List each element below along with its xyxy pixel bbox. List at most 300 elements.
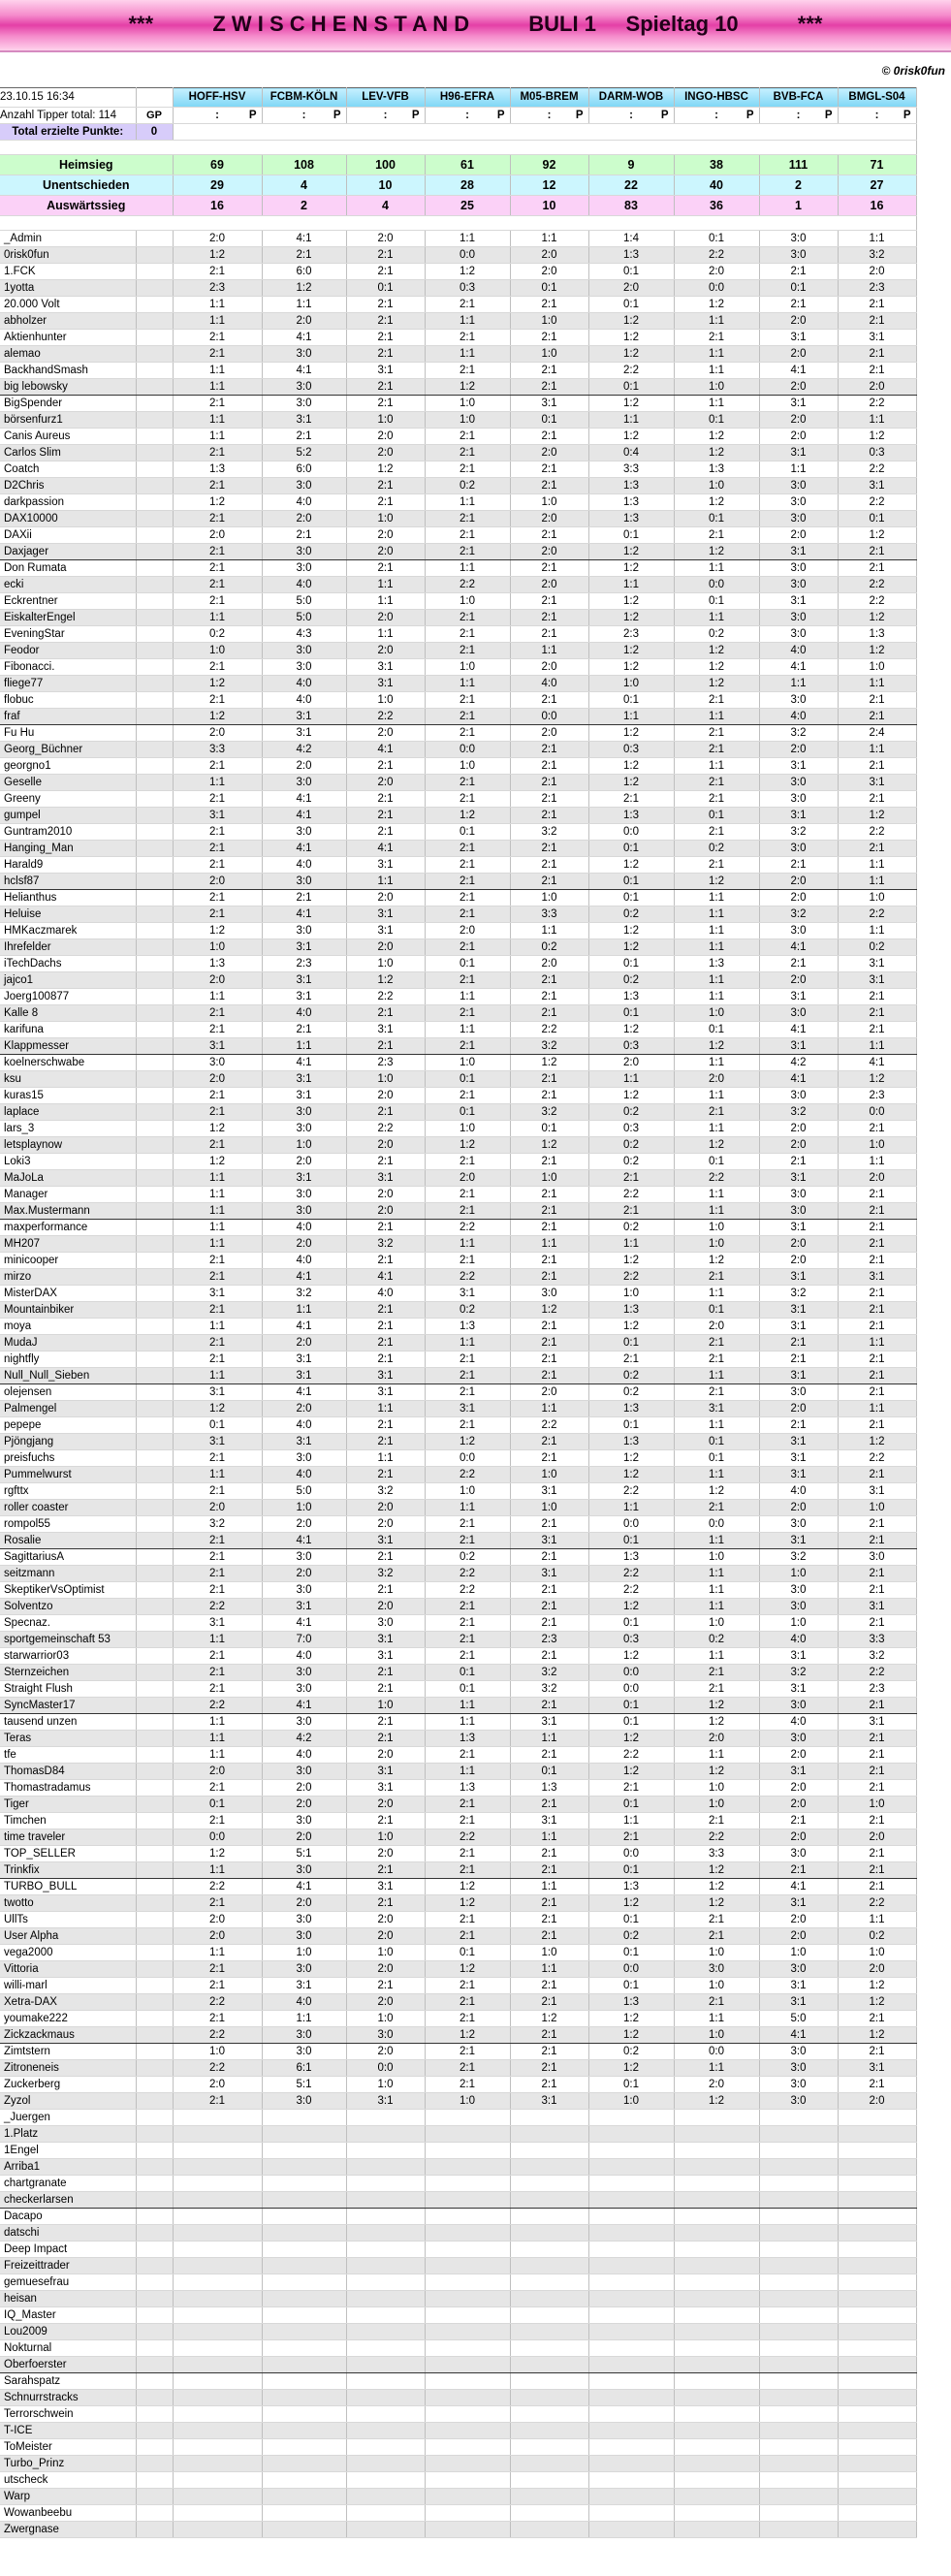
tipper-name: Xetra-DAX <box>0 1994 136 2011</box>
tip-cell: 2:1 <box>346 1665 425 1681</box>
tip-cell: 3:2 <box>838 247 916 264</box>
tip-cell: 2:0 <box>173 725 262 742</box>
score-header-cell <box>425 108 510 124</box>
points-label: P <box>411 110 420 121</box>
tip-cell: 4:1 <box>759 363 838 379</box>
tip-cell: 0:0 <box>674 577 759 593</box>
tip-cell <box>674 2274 759 2291</box>
tip-cell: 2:1 <box>674 725 759 742</box>
tipper-gp <box>136 560 173 577</box>
tip-cell: 7:0 <box>262 1632 346 1648</box>
tipper-gp <box>136 1582 173 1599</box>
tip-cell: 1:1 <box>510 1401 588 1417</box>
tip-cell: 2:1 <box>346 396 425 412</box>
tip-cell: 2:1 <box>510 1615 588 1632</box>
tip-cell: 2:1 <box>173 264 262 280</box>
tipper-gp <box>136 1253 173 1269</box>
tip-cell: 2:1 <box>838 1368 916 1384</box>
tip-cell <box>425 2126 510 2143</box>
tip-cell: 1:1 <box>674 923 759 939</box>
tip-cell: 2:1 <box>173 346 262 363</box>
tip-cell: 0:3 <box>588 1121 674 1137</box>
tip-cell: 3:0 <box>759 2077 838 2093</box>
tip-cell: 1:1 <box>510 923 588 939</box>
tip-cell <box>425 2340 510 2357</box>
tip-cell: 2:1 <box>346 1978 425 1994</box>
tip-cell: 2:1 <box>510 1187 588 1203</box>
tip-cell <box>510 2242 588 2258</box>
tip-cell: 1:3 <box>588 478 674 494</box>
tip-cell <box>173 2307 262 2324</box>
tip-cell <box>759 2472 838 2489</box>
tipper-gp <box>136 280 173 297</box>
tip-cell: 2:1 <box>173 1137 262 1154</box>
tipper-row <box>0 2011 916 2027</box>
tip-cell: 2:1 <box>838 1698 916 1714</box>
tipper-row <box>0 527 916 544</box>
tip-cell: 1:2 <box>588 330 674 346</box>
tip-cell: 1:2 <box>588 593 674 610</box>
tipper-name: _Admin <box>0 231 136 247</box>
tip-cell: 3:1 <box>510 1714 588 1731</box>
tip-cell: 4:0 <box>262 1648 346 1665</box>
tip-cell: 3:0 <box>759 923 838 939</box>
tip-cell: 0:1 <box>588 1533 674 1549</box>
tipper-row <box>0 429 916 445</box>
stat-value: 12 <box>510 175 588 196</box>
tip-cell <box>425 2439 510 2456</box>
tipper-row <box>0 494 916 511</box>
tip-cell <box>425 2307 510 2324</box>
tip-cell: 3:0 <box>262 1764 346 1780</box>
tip-cell: 2:1 <box>173 1088 262 1104</box>
tip-cell <box>838 2143 916 2159</box>
tipper-row <box>0 2093 916 2110</box>
tip-cell: 0:1 <box>588 841 674 857</box>
tipper-name: Kalle 8 <box>0 1005 136 1022</box>
tip-cell <box>588 2307 674 2324</box>
tipper-row <box>0 511 916 527</box>
tip-cell: 2:1 <box>838 1533 916 1549</box>
tip-cell: 5:1 <box>262 1846 346 1862</box>
tip-cell: 0:3 <box>588 1038 674 1055</box>
tip-cell: 1:1 <box>425 1698 510 1714</box>
tip-cell <box>262 2423 346 2439</box>
tip-cell: 0:1 <box>425 1945 510 1961</box>
tip-cell: 2:1 <box>759 956 838 972</box>
tipper-row <box>0 923 916 939</box>
tip-cell: 2:1 <box>838 1566 916 1582</box>
tip-cell: 3:1 <box>759 1533 838 1549</box>
tip-cell: 2:1 <box>510 527 588 544</box>
tip-cell: 3:0 <box>262 923 346 939</box>
tip-cell <box>346 2456 425 2472</box>
tipper-name: lars_3 <box>0 1121 136 1137</box>
tipper-row <box>0 2489 916 2505</box>
tip-cell: 2:1 <box>173 890 262 906</box>
tip-cell: 0:1 <box>674 1302 759 1319</box>
tipper-row <box>0 758 916 775</box>
tip-cell <box>262 2192 346 2209</box>
tip-cell: 3:3 <box>510 906 588 923</box>
tipper-row <box>0 544 916 560</box>
tip-cell: 2:1 <box>262 527 346 544</box>
tip-cell: 0:0 <box>425 742 510 758</box>
tipper-name: willi-marl <box>0 1978 136 1994</box>
tipper-name: UllTs <box>0 1912 136 1928</box>
tip-cell <box>262 2456 346 2472</box>
tipper-name: SyncMaster17 <box>0 1698 136 1714</box>
tip-cell: 2:1 <box>674 1912 759 1928</box>
tip-cell: 4:1 <box>262 1055 346 1071</box>
tip-cell: 2:1 <box>346 297 425 313</box>
tipper-gp <box>136 2373 173 2390</box>
tip-cell: 1:1 <box>346 1401 425 1417</box>
tip-cell: 2:2 <box>173 2027 262 2044</box>
tipper-row <box>0 1022 916 1038</box>
tip-cell: 1:2 <box>838 429 916 445</box>
tipper-row <box>0 1384 916 1401</box>
tip-cell: 0:0 <box>425 247 510 264</box>
tip-cell: 2:0 <box>346 1797 425 1813</box>
tip-cell: 2:1 <box>346 313 425 330</box>
tip-cell: 1:2 <box>674 445 759 461</box>
tip-cell <box>262 2143 346 2159</box>
points-label: P <box>333 110 341 121</box>
tipper-name: Vittoria <box>0 1961 136 1978</box>
tip-cell <box>588 2505 674 2522</box>
tip-cell: 2:0 <box>173 1764 262 1780</box>
tipper-name: Nokturnal <box>0 2340 136 2357</box>
tip-cell: 2:0 <box>759 1236 838 1253</box>
tip-cell: 1:1 <box>510 643 588 659</box>
tip-cell: 0:1 <box>588 527 674 544</box>
tip-cell: 2:1 <box>173 1648 262 1665</box>
tip-cell: 2:0 <box>759 874 838 890</box>
tip-cell: 2:1 <box>425 841 510 857</box>
tip-cell: 3:0 <box>759 692 838 709</box>
tip-cell: 2:1 <box>346 478 425 494</box>
tip-cell: 0:1 <box>674 1022 759 1038</box>
tip-cell <box>588 2159 674 2176</box>
tip-cell: 2:1 <box>173 593 262 610</box>
tip-cell: 0:1 <box>425 1681 510 1698</box>
tip-cell: 2:1 <box>173 577 262 593</box>
tip-cell <box>674 2357 759 2373</box>
tipper-gp <box>136 1203 173 1220</box>
tipper-row <box>0 874 916 890</box>
tip-cell: 4:1 <box>262 1533 346 1549</box>
tip-cell: 4:1 <box>262 1879 346 1895</box>
tip-cell: 4:1 <box>262 841 346 857</box>
tip-cell: 3:0 <box>262 1121 346 1137</box>
tip-cell: 1:0 <box>510 1170 588 1187</box>
tip-cell: 4:0 <box>262 692 346 709</box>
tip-cell: 1:0 <box>674 1945 759 1961</box>
tip-cell: 2:1 <box>173 478 262 494</box>
tip-cell: 2:1 <box>838 1236 916 1253</box>
tipper-name: Zitroneneis <box>0 2060 136 2077</box>
tip-cell <box>759 2390 838 2406</box>
tipper-name: Joerg100877 <box>0 989 136 1005</box>
tipper-name: preisfuchs <box>0 1450 136 1467</box>
tip-cell: 1:2 <box>346 972 425 989</box>
tipper-name: Don Rumata <box>0 560 136 577</box>
tip-cell: 2:1 <box>838 560 916 577</box>
tip-cell: 1:1 <box>173 297 262 313</box>
tip-cell: 1:2 <box>425 1961 510 1978</box>
tipper-gp <box>136 363 173 379</box>
tip-cell <box>759 2110 838 2126</box>
tip-cell: 0:0 <box>173 1829 262 1846</box>
tip-cell: 1:2 <box>510 2011 588 2027</box>
tip-cell: 0:0 <box>588 824 674 841</box>
tipper-name: hclsf87 <box>0 874 136 890</box>
tip-cell <box>674 2242 759 2258</box>
tip-cell: 1:2 <box>173 247 262 264</box>
stat-row <box>0 196 916 216</box>
tip-cell: 3:3 <box>173 742 262 758</box>
tipper-gp <box>136 2192 173 2209</box>
tip-cell: 3:0 <box>759 1698 838 1714</box>
tip-cell: 2:1 <box>346 1319 425 1335</box>
tipper-row <box>0 692 916 709</box>
tip-cell: 2:1 <box>510 989 588 1005</box>
tip-cell <box>262 2340 346 2357</box>
tip-cell: 1:1 <box>425 231 510 247</box>
tip-cell: 1:2 <box>588 1599 674 1615</box>
tipper-name: Fibonacci. <box>0 659 136 676</box>
tipper-gp <box>136 874 173 890</box>
tip-cell: 2:1 <box>346 1467 425 1483</box>
tip-cell: 2:2 <box>425 1220 510 1236</box>
tip-cell: 3:0 <box>346 2027 425 2044</box>
tip-cell: 1:2 <box>674 494 759 511</box>
tip-cell: 2:1 <box>838 313 916 330</box>
tip-cell: 2:1 <box>425 1599 510 1615</box>
tip-cell: 1:1 <box>838 857 916 874</box>
tip-cell: 1:1 <box>425 1335 510 1352</box>
tip-cell: 3:0 <box>262 346 346 363</box>
tipper-gp <box>136 396 173 412</box>
tip-cell: 2:3 <box>262 956 346 972</box>
tip-cell: 2:0 <box>346 1203 425 1220</box>
tip-cell: 1:0 <box>674 1549 759 1566</box>
stat-value: 9 <box>588 155 674 175</box>
tip-cell: 0:1 <box>588 874 674 890</box>
tipper-gp <box>136 511 173 527</box>
tip-cell: 0:1 <box>674 231 759 247</box>
tip-cell: 3:1 <box>262 972 346 989</box>
tip-cell: 2:0 <box>346 1088 425 1104</box>
tip-cell: 2:0 <box>262 1401 346 1417</box>
tip-cell: 2:1 <box>425 1797 510 1813</box>
tip-cell: 2:1 <box>838 1516 916 1533</box>
tip-cell <box>425 2505 510 2522</box>
tip-cell: 3:0 <box>262 643 346 659</box>
tip-cell <box>838 2110 916 2126</box>
tip-cell: 3:1 <box>262 1170 346 1187</box>
tipper-row <box>0 461 916 478</box>
match-header: BVB-FCA <box>759 88 838 108</box>
tipper-row <box>0 775 916 791</box>
tipper-gp <box>136 1978 173 1994</box>
tip-cell: 2:1 <box>510 1862 588 1879</box>
tip-cell: 1:2 <box>173 1154 262 1170</box>
tipper-row <box>0 808 916 824</box>
tip-cell: 2:1 <box>173 1961 262 1978</box>
score-separator: : <box>714 110 718 121</box>
tip-cell: 2:0 <box>510 956 588 972</box>
tip-cell: 3:0 <box>262 544 346 560</box>
tip-cell: 2:1 <box>173 1978 262 1994</box>
tip-cell: 0:2 <box>510 939 588 956</box>
tip-cell: 4:0 <box>262 1747 346 1764</box>
tip-cell <box>262 2126 346 2143</box>
score-separator: : <box>383 110 388 121</box>
stat-value: 71 <box>838 155 916 175</box>
tipper-gp <box>136 231 173 247</box>
tip-cell: 2:3 <box>510 1632 588 1648</box>
tip-cell <box>173 2340 262 2357</box>
tipper-row <box>0 330 916 346</box>
tipper-row <box>0 2340 916 2357</box>
tip-cell: 2:1 <box>674 742 759 758</box>
tip-cell: 2:0 <box>510 445 588 461</box>
tipper-gp <box>136 2110 173 2126</box>
tip-cell <box>588 2423 674 2439</box>
tip-cell: 1:2 <box>510 1055 588 1071</box>
tip-cell: 1:3 <box>588 247 674 264</box>
tip-cell: 2:1 <box>838 1846 916 1862</box>
tipper-name: Feodor <box>0 643 136 659</box>
tip-cell: 2:2 <box>838 824 916 841</box>
tip-cell: 3:0 <box>262 396 346 412</box>
tip-cell: 1:2 <box>588 2027 674 2044</box>
tip-cell <box>425 2423 510 2439</box>
tipper-gp <box>136 297 173 313</box>
tipper-row <box>0 1665 916 1681</box>
tip-cell: 0:1 <box>674 412 759 429</box>
tipper-gp <box>136 1549 173 1566</box>
tip-cell: 4:0 <box>759 1483 838 1500</box>
tip-cell: 2:2 <box>838 494 916 511</box>
tip-cell: 2:1 <box>173 1022 262 1038</box>
tip-cell <box>759 2291 838 2307</box>
tipper-gp <box>136 1895 173 1912</box>
tipper-row <box>0 1846 916 1862</box>
tip-cell: 3:2 <box>759 906 838 923</box>
tip-cell: 2:1 <box>838 1302 916 1319</box>
tipper-gp <box>136 1071 173 1088</box>
tip-cell: 2:1 <box>838 692 916 709</box>
tip-cell: 1:0 <box>759 1615 838 1632</box>
tip-cell: 3:1 <box>838 1483 916 1500</box>
tip-cell: 3:0 <box>262 1104 346 1121</box>
tip-cell: 0:1 <box>425 1665 510 1681</box>
tipper-gp <box>136 379 173 396</box>
tip-cell: 2:1 <box>510 841 588 857</box>
score-header-cell <box>759 108 838 124</box>
tip-cell: 1:1 <box>588 709 674 725</box>
tip-cell: 0:1 <box>674 1154 759 1170</box>
tip-cell <box>510 2340 588 2357</box>
tip-cell: 1:2 <box>588 643 674 659</box>
tip-cell: 2:2 <box>346 709 425 725</box>
tip-cell: 2:0 <box>759 1780 838 1797</box>
tip-cell: 2:0 <box>759 1829 838 1846</box>
tip-cell <box>759 2126 838 2143</box>
tip-cell <box>759 2209 838 2225</box>
tipper-gp <box>136 247 173 264</box>
tip-cell <box>425 2357 510 2373</box>
tipper-row <box>0 379 916 396</box>
tipper-row <box>0 1417 916 1434</box>
tip-cell <box>588 2242 674 2258</box>
tip-cell: 3:1 <box>262 1352 346 1368</box>
tip-cell: 2:4 <box>838 725 916 742</box>
tip-cell: 1:1 <box>838 1154 916 1170</box>
tip-cell: 2:1 <box>346 1895 425 1912</box>
stat-value: 61 <box>425 155 510 175</box>
tip-cell: 3:1 <box>759 1220 838 1236</box>
tip-cell: 2:1 <box>173 1566 262 1582</box>
tip-cell: 3:2 <box>759 824 838 841</box>
tip-cell: 2:1 <box>588 1203 674 1220</box>
tip-cell <box>838 2242 916 2258</box>
tip-cell: 0:1 <box>588 1862 674 1879</box>
tip-cell: 3:1 <box>838 330 916 346</box>
tipper-gp <box>136 1665 173 1681</box>
match-header: DARM-WOB <box>588 88 674 108</box>
tip-cell: 1:2 <box>674 659 759 676</box>
tipper-name: Fu Hu <box>0 725 136 742</box>
stat-value: 1 <box>759 196 838 216</box>
tipper-row <box>0 1352 916 1368</box>
tipper-gp <box>136 1401 173 1417</box>
tip-cell <box>588 2324 674 2340</box>
tip-cell: 1:1 <box>674 346 759 363</box>
tip-cell: 1:2 <box>173 923 262 939</box>
tip-cell: 2:1 <box>425 725 510 742</box>
stat-value: 27 <box>838 175 916 196</box>
tip-cell: 3:0 <box>262 1714 346 1731</box>
points-label: P <box>824 110 833 121</box>
tip-cell: 2:1 <box>759 1335 838 1352</box>
tip-cell <box>759 2505 838 2522</box>
tip-cell: 2:1 <box>510 1549 588 1566</box>
tip-cell: 2:1 <box>510 363 588 379</box>
tip-cell: 1:0 <box>346 412 425 429</box>
tipper-row <box>0 2324 916 2340</box>
tipper-row <box>0 363 916 379</box>
tip-cell: 1:1 <box>173 1747 262 1764</box>
tip-cell: 2:0 <box>759 972 838 989</box>
tip-cell <box>838 2373 916 2390</box>
tip-cell: 1:1 <box>674 1286 759 1302</box>
tip-cell: 1:0 <box>173 2044 262 2060</box>
tipper-gp <box>136 659 173 676</box>
tipper-name: Straight Flush <box>0 1681 136 1698</box>
tip-cell: 2:1 <box>173 1335 262 1352</box>
tip-cell: 2:1 <box>838 2077 916 2093</box>
tip-cell: 0:0 <box>510 709 588 725</box>
tip-cell: 1:1 <box>674 1368 759 1384</box>
tip-cell: 3:1 <box>173 1615 262 1632</box>
tipper-name: twotto <box>0 1895 136 1912</box>
tip-cell: 3:0 <box>262 659 346 676</box>
tip-cell: 3:0 <box>759 494 838 511</box>
